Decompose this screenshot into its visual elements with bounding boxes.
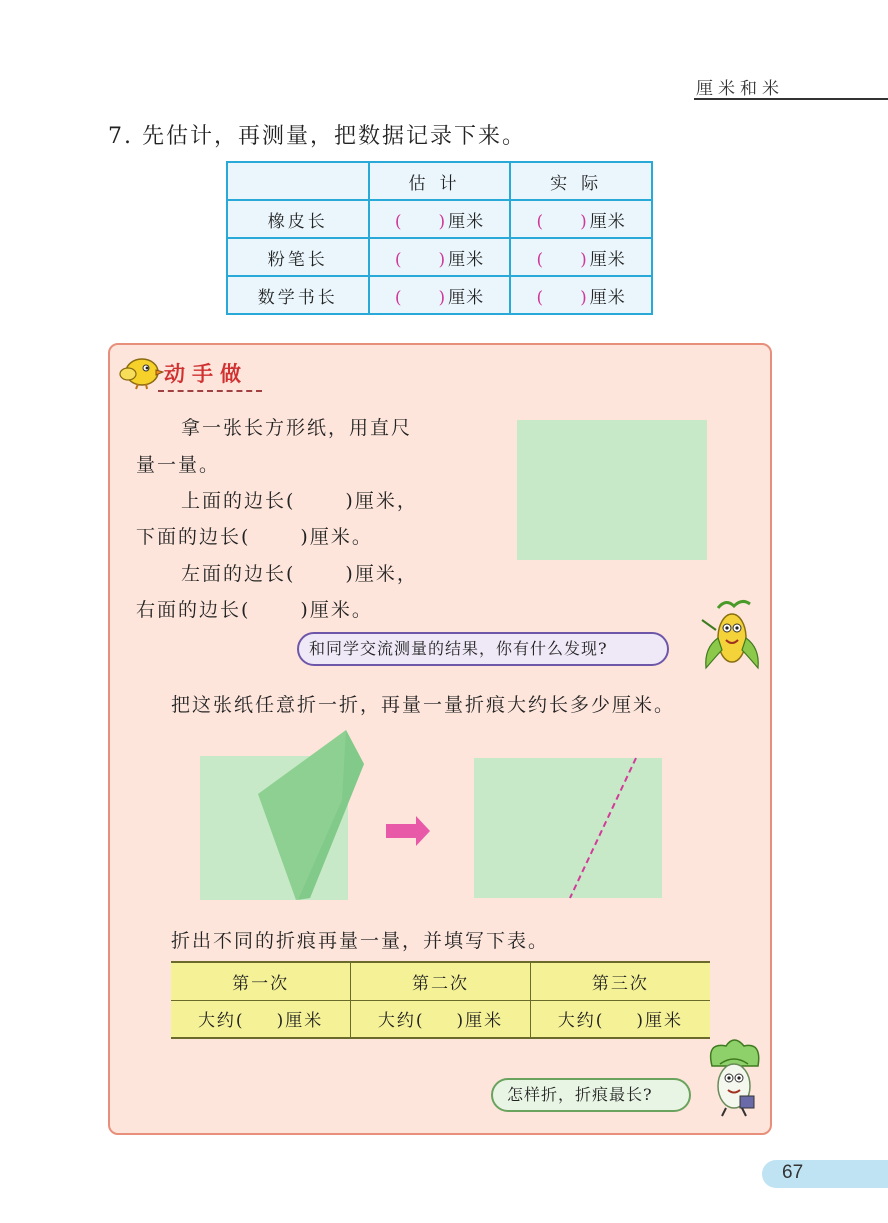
table-header-cell: 第一次 (171, 962, 351, 1000)
table-header-row (227, 162, 652, 200)
cabbage-mascot-icon (702, 1036, 766, 1118)
speech-bubble-question: 怎样折，折痕最长? (491, 1078, 691, 1112)
cell-suffix: )厘米 (636, 1011, 684, 1032)
actual-cell[interactable] (510, 238, 652, 276)
rectangle-paper (517, 420, 707, 560)
table-header-cell: 第二次 (351, 962, 531, 1000)
table-row (227, 276, 652, 314)
estimate-table (226, 161, 653, 315)
actual-cell[interactable] (510, 276, 652, 314)
speech-bubble-discuss: 和同学交流测量的结果，你有什么发现? (297, 632, 669, 666)
activity-title-underline (158, 390, 262, 396)
top-edge-unit: )厘米， (345, 490, 418, 512)
crease-cell[interactable] (530, 1000, 710, 1038)
close-paren: ) (580, 287, 590, 308)
crease-cell[interactable] (171, 1000, 351, 1038)
cell-prefix: 大约( (557, 1011, 605, 1032)
unit: 厘米 (589, 287, 626, 308)
actual-cell[interactable] (510, 200, 652, 238)
arrow-right-icon (386, 816, 430, 846)
estimate-cell[interactable] (369, 276, 511, 314)
fold-illustration (198, 728, 668, 908)
left-edge-line (181, 559, 418, 586)
table-header-cell: 估计 (369, 162, 511, 200)
crease-table (171, 961, 710, 1039)
close-paren: ) (438, 249, 449, 270)
unit: 厘米 (589, 249, 626, 270)
row-item: 数学书长 (227, 276, 369, 314)
cell-prefix: 大约( (197, 1011, 245, 1032)
page-number: 67 (782, 1162, 804, 1183)
table-header-cell: 第三次 (530, 962, 710, 1000)
unit: 厘米 (448, 287, 485, 308)
row-item: 粉笔长 (227, 238, 369, 276)
open-paren: ( (394, 211, 405, 232)
fold-instruction: 把这张纸任意折一折，再量一量折痕大约长多少厘米。 (171, 694, 676, 716)
bottom-edge-label: 下面的边长( (136, 526, 251, 548)
table-row (227, 238, 652, 276)
left-edge-unit: )厘米， (345, 563, 418, 585)
cell-prefix: 大约( (377, 1011, 425, 1032)
table-row (171, 1000, 710, 1038)
unit: 厘米 (589, 211, 626, 232)
right-edge-unit: )厘米。 (300, 599, 373, 621)
table-header-cell: 实际 (510, 162, 652, 200)
open-paren: ( (536, 287, 547, 308)
cell-suffix: )厘米 (276, 1011, 324, 1032)
chick-mascot-icon (116, 354, 164, 390)
table-row (227, 200, 652, 238)
table-header-row (171, 962, 710, 1000)
paper-with-crease (474, 758, 662, 898)
estimate-cell[interactable] (369, 238, 511, 276)
chapter-title: 厘米和米 (694, 74, 888, 100)
bottom-edge-line (136, 522, 373, 549)
row-item: 橡皮长 (227, 200, 369, 238)
right-edge-label: 右面的边长( (136, 599, 251, 621)
left-edge-label: 左面的边长( (181, 563, 296, 585)
cell-suffix: )厘米 (456, 1011, 504, 1032)
page-number-tab (762, 1160, 888, 1188)
unit: 厘米 (448, 249, 485, 270)
close-paren: ) (580, 249, 590, 270)
activity-line-1: 拿一张长方形纸，用直尺 (181, 417, 413, 439)
open-paren: ( (536, 249, 547, 270)
close-paren: ) (580, 211, 590, 232)
close-paren: ) (438, 211, 449, 232)
table-instruction: 折出不同的折痕再量一量，并填写下表。 (171, 930, 550, 952)
open-paren: ( (394, 249, 405, 270)
activity-line-2: 量一量。 (136, 454, 221, 476)
crease-cell[interactable] (351, 1000, 531, 1038)
corn-mascot-icon (698, 598, 764, 672)
question-title: 7. 先估计，再测量，把数据记录下来。 (108, 124, 526, 149)
top-edge-line (181, 486, 418, 513)
open-paren: ( (536, 211, 547, 232)
right-edge-line (136, 595, 373, 622)
activity-title: 动手做 (164, 361, 248, 386)
unit: 厘米 (448, 211, 485, 232)
close-paren: ) (438, 287, 449, 308)
open-paren: ( (394, 287, 405, 308)
top-edge-label: 上面的边长( (181, 490, 296, 512)
estimate-cell[interactable] (369, 200, 511, 238)
bottom-edge-unit: )厘米。 (300, 526, 373, 548)
table-header-cell (227, 162, 369, 200)
